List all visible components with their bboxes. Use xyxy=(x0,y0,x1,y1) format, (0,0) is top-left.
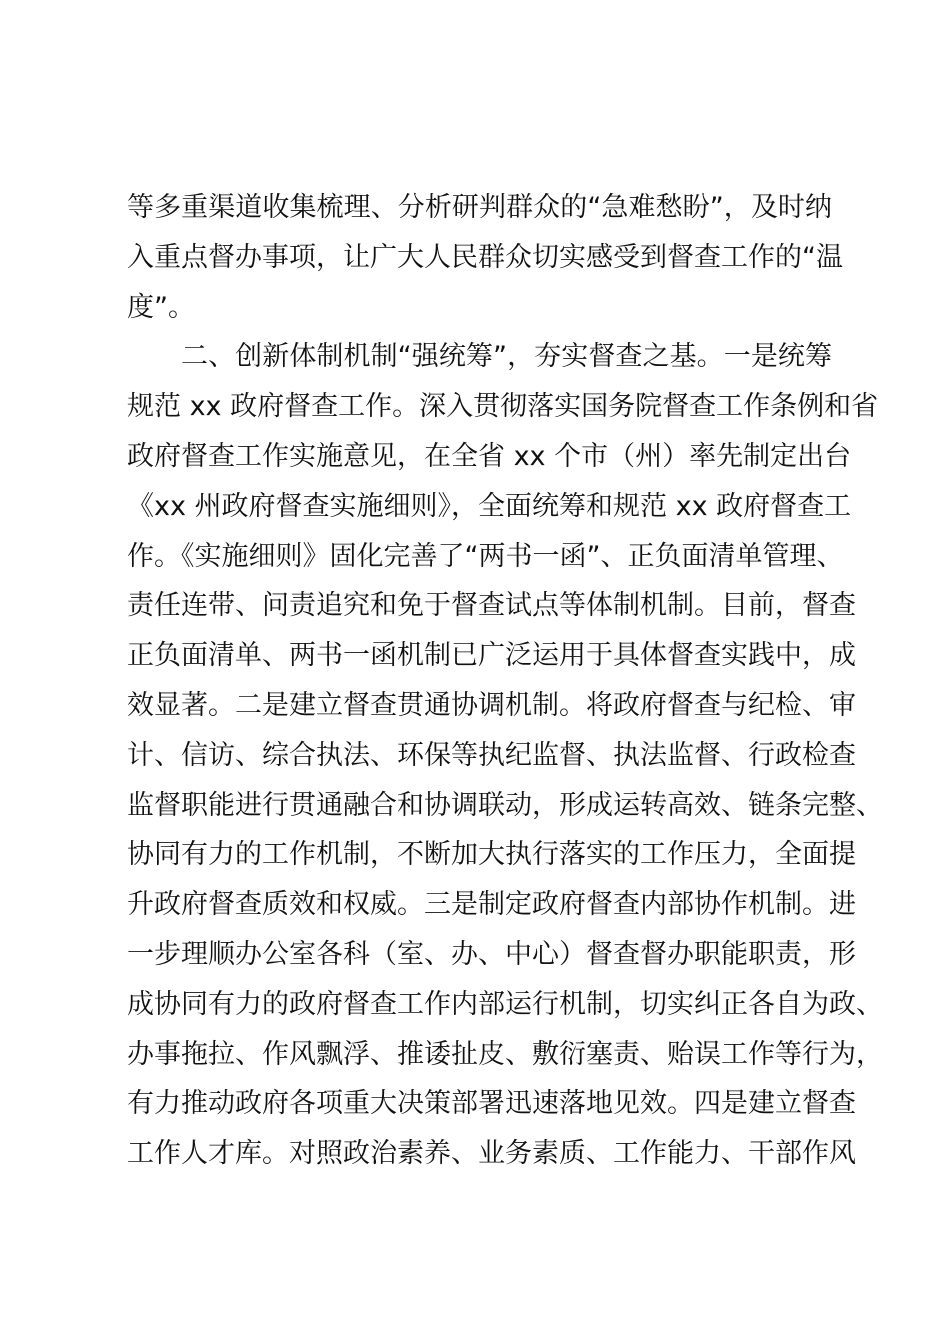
paragraph-start-line: 二、创新体制机制“强统筹”，夯实督查之基。一是统筹 xyxy=(181,341,832,373)
text-line: 政府督查工作实施意见，在全省 xx 个市（州）率先制定出台 xyxy=(127,440,852,472)
text-line: 入重点督办事项，让广大人民群众切实感受到督查工作的“温 xyxy=(127,241,843,273)
text-line: 度”。 xyxy=(127,291,195,323)
text-line: 效显著。二是建立督查贯通协调机制。将政府督查与纪检、审 xyxy=(127,689,856,721)
text-line: 责任连带、问责追究和免于督查试点等体制机制。目前，督查 xyxy=(127,590,856,622)
text-line: 有力推动政府各项重大决策部署迅速落地见效。四是建立督查 xyxy=(127,1088,856,1120)
text-line: 监督职能进行贯通融合和协调联动，形成运转高效、链条完整、 xyxy=(127,789,883,821)
text-line: 成协同有力的政府督查工作内部运行机制，切实纠正各自为政、 xyxy=(127,988,883,1020)
text-line: 等多重渠道收集梳理、分析研判群众的“急难愁盼”，及时纳 xyxy=(127,192,832,223)
text-line: 计、信访、综合执法、环保等执纪监督、执法监督、行政检查 xyxy=(127,739,856,771)
text-line: 工作人才库。对照政治素养、业务素质、工作能力、干部作风 xyxy=(127,1138,856,1170)
text-line: 《xx 州政府督查实施细则》，全面统筹和规范 xx 政府督查工 xyxy=(127,490,852,522)
text-line: 正负面清单、两书一函机制已广泛运用于具体督查实践中，成 xyxy=(127,640,856,672)
text-line: 协同有力的工作机制，不断加大执行落实的工作压力，全面提 xyxy=(127,839,856,871)
text-line: 办事拖拉、作风飘浮、推诿扯皮、敷衍塞责、贻误工作等行为， xyxy=(127,1038,883,1070)
body-text xyxy=(127,183,883,1179)
text-line: 作。《实施细则》固化完善了“两书一函”、正负面清单管理、 xyxy=(127,540,844,572)
text-line: 规范 xx 政府督查工作。深入贯彻落实国务院督查工作条例和省 xyxy=(127,391,879,423)
text-line: 升政府督查质效和权威。三是制定政府督查内部协作机制。进 xyxy=(127,889,856,921)
text-line: 一步理顺办公室各科（室、办、中心）督查督办职能职责，形 xyxy=(127,938,856,970)
